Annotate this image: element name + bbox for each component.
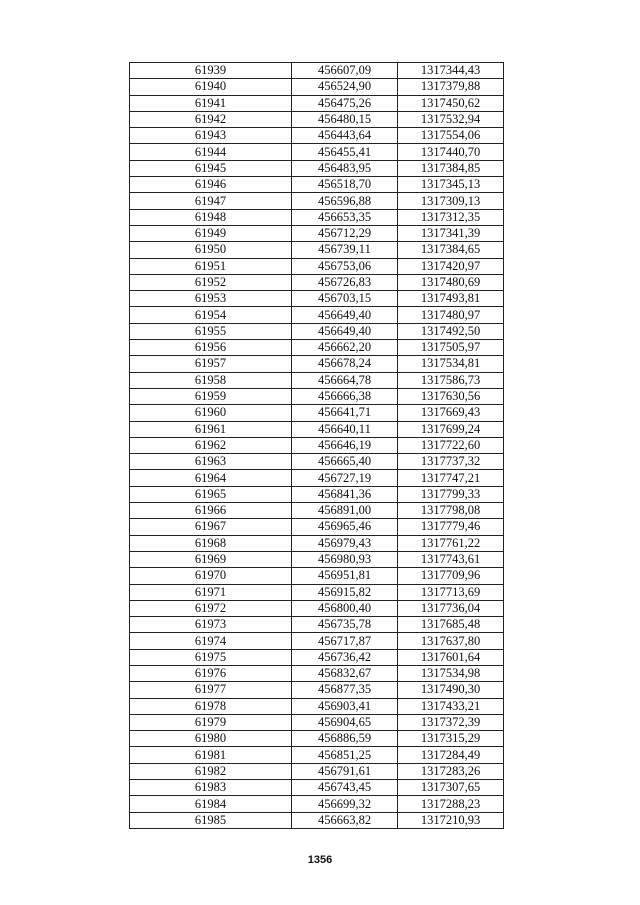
x-coordinate-cell: 456736,42 <box>292 649 398 665</box>
table-row <box>130 665 504 681</box>
y-coordinate-cell: 1317630,56 <box>398 388 504 404</box>
table-row <box>130 812 504 828</box>
y-coordinate-cell: 1317743,61 <box>398 551 504 567</box>
point-number-cell: 61971 <box>130 584 292 600</box>
table-row <box>130 79 504 95</box>
y-coordinate-cell: 1317601,64 <box>398 649 504 665</box>
point-number-cell: 61952 <box>130 274 292 290</box>
x-coordinate-cell: 456712,29 <box>292 225 398 241</box>
point-number-cell: 61951 <box>130 258 292 274</box>
x-coordinate-cell: 456979,43 <box>292 535 398 551</box>
y-coordinate-cell: 1317372,39 <box>398 714 504 730</box>
point-number-cell: 61972 <box>130 600 292 616</box>
x-coordinate-cell: 456699,32 <box>292 796 398 812</box>
y-coordinate-cell: 1317713,69 <box>398 584 504 600</box>
point-number-cell: 61978 <box>130 698 292 714</box>
point-number-cell: 61942 <box>130 111 292 127</box>
y-coordinate-cell: 1317283,26 <box>398 763 504 779</box>
y-coordinate-cell: 1317532,94 <box>398 111 504 127</box>
y-coordinate-cell: 1317534,81 <box>398 356 504 372</box>
x-coordinate-cell: 456649,40 <box>292 323 398 339</box>
point-number-cell: 61959 <box>130 388 292 404</box>
x-coordinate-cell: 456726,83 <box>292 274 398 290</box>
point-number-cell: 61955 <box>130 323 292 339</box>
table-row <box>130 242 504 258</box>
point-number-cell: 61941 <box>130 95 292 111</box>
x-coordinate-cell: 456666,38 <box>292 388 398 404</box>
table-row <box>130 291 504 307</box>
x-coordinate-cell: 456800,40 <box>292 600 398 616</box>
point-number-cell: 61982 <box>130 763 292 779</box>
table-row <box>130 617 504 633</box>
table-row <box>130 160 504 176</box>
y-coordinate-cell: 1317384,85 <box>398 160 504 176</box>
x-coordinate-cell: 456980,93 <box>292 551 398 567</box>
x-coordinate-cell: 456891,00 <box>292 503 398 519</box>
point-number-cell: 61948 <box>130 209 292 225</box>
table-row <box>130 388 504 404</box>
y-coordinate-cell: 1317761,22 <box>398 535 504 551</box>
table-row <box>130 372 504 388</box>
x-coordinate-cell: 456649,40 <box>292 307 398 323</box>
x-coordinate-cell: 456678,24 <box>292 356 398 372</box>
x-coordinate-cell: 456480,15 <box>292 111 398 127</box>
table-row <box>130 405 504 421</box>
y-coordinate-cell: 1317685,48 <box>398 617 504 633</box>
point-number-cell: 61943 <box>130 128 292 144</box>
table-row <box>130 633 504 649</box>
y-coordinate-cell: 1317637,80 <box>398 633 504 649</box>
y-coordinate-cell: 1317312,35 <box>398 209 504 225</box>
point-number-cell: 61949 <box>130 225 292 241</box>
table-row <box>130 486 504 502</box>
table-row <box>130 128 504 144</box>
x-coordinate-cell: 456832,67 <box>292 665 398 681</box>
page-number: 1356 <box>307 854 333 866</box>
table-row <box>130 193 504 209</box>
x-coordinate-cell: 456518,70 <box>292 177 398 193</box>
point-number-cell: 61968 <box>130 535 292 551</box>
point-number-cell: 61963 <box>130 454 292 470</box>
point-number-cell: 61956 <box>130 340 292 356</box>
table-row <box>130 356 504 372</box>
table-row <box>130 437 504 453</box>
point-number-cell: 61966 <box>130 503 292 519</box>
x-coordinate-cell: 456475,26 <box>292 95 398 111</box>
table-row <box>130 649 504 665</box>
y-coordinate-cell: 1317747,21 <box>398 470 504 486</box>
x-coordinate-cell: 456641,71 <box>292 405 398 421</box>
y-coordinate-cell: 1317450,62 <box>398 95 504 111</box>
point-number-cell: 61945 <box>130 160 292 176</box>
coordinates-table-body <box>130 63 504 829</box>
point-number-cell: 61981 <box>130 747 292 763</box>
y-coordinate-cell: 1317384,65 <box>398 242 504 258</box>
table-row <box>130 95 504 111</box>
y-coordinate-cell: 1317341,39 <box>398 225 504 241</box>
y-coordinate-cell: 1317288,23 <box>398 796 504 812</box>
table-row <box>130 731 504 747</box>
table-row <box>130 535 504 551</box>
point-number-cell: 61944 <box>130 144 292 160</box>
table-row <box>130 454 504 470</box>
point-number-cell: 61983 <box>130 780 292 796</box>
x-coordinate-cell: 456841,36 <box>292 486 398 502</box>
table-row <box>130 274 504 290</box>
y-coordinate-cell: 1317307,65 <box>398 780 504 796</box>
point-number-cell: 61984 <box>130 796 292 812</box>
y-coordinate-cell: 1317493,81 <box>398 291 504 307</box>
point-number-cell: 61947 <box>130 193 292 209</box>
y-coordinate-cell: 1317490,30 <box>398 682 504 698</box>
table-row <box>130 584 504 600</box>
point-number-cell: 61980 <box>130 731 292 747</box>
table-row <box>130 568 504 584</box>
x-coordinate-cell: 456663,82 <box>292 812 398 828</box>
point-number-cell: 61973 <box>130 617 292 633</box>
x-coordinate-cell: 456717,87 <box>292 633 398 649</box>
y-coordinate-cell: 1317586,73 <box>398 372 504 388</box>
x-coordinate-cell: 456851,25 <box>292 747 398 763</box>
x-coordinate-cell: 456915,82 <box>292 584 398 600</box>
y-coordinate-cell: 1317480,97 <box>398 307 504 323</box>
y-coordinate-cell: 1317492,50 <box>398 323 504 339</box>
x-coordinate-cell: 456665,40 <box>292 454 398 470</box>
x-coordinate-cell: 456455,41 <box>292 144 398 160</box>
table-row <box>130 682 504 698</box>
table-row <box>130 551 504 567</box>
point-number-cell: 61974 <box>130 633 292 649</box>
coordinates-table <box>129 62 504 829</box>
table-row <box>130 144 504 160</box>
y-coordinate-cell: 1317799,33 <box>398 486 504 502</box>
point-number-cell: 61964 <box>130 470 292 486</box>
table-row <box>130 177 504 193</box>
point-number-cell: 61977 <box>130 682 292 698</box>
x-coordinate-cell: 456951,81 <box>292 568 398 584</box>
x-coordinate-cell: 456664,78 <box>292 372 398 388</box>
table-row <box>130 780 504 796</box>
x-coordinate-cell: 456662,20 <box>292 340 398 356</box>
point-number-cell: 61946 <box>130 177 292 193</box>
point-number-cell: 61969 <box>130 551 292 567</box>
x-coordinate-cell: 456753,06 <box>292 258 398 274</box>
point-number-cell: 61961 <box>130 421 292 437</box>
point-number-cell: 61954 <box>130 307 292 323</box>
y-coordinate-cell: 1317669,43 <box>398 405 504 421</box>
x-coordinate-cell: 456640,11 <box>292 421 398 437</box>
x-coordinate-cell: 456727,19 <box>292 470 398 486</box>
point-number-cell: 61940 <box>130 79 292 95</box>
point-number-cell: 61965 <box>130 486 292 502</box>
y-coordinate-cell: 1317505,97 <box>398 340 504 356</box>
y-coordinate-cell: 1317737,32 <box>398 454 504 470</box>
y-coordinate-cell: 1317440,70 <box>398 144 504 160</box>
table-row <box>130 796 504 812</box>
y-coordinate-cell: 1317420,97 <box>398 258 504 274</box>
point-number-cell: 61953 <box>130 291 292 307</box>
y-coordinate-cell: 1317344,43 <box>398 63 504 79</box>
x-coordinate-cell: 456653,35 <box>292 209 398 225</box>
x-coordinate-cell: 456965,46 <box>292 519 398 535</box>
y-coordinate-cell: 1317699,24 <box>398 421 504 437</box>
x-coordinate-cell: 456596,88 <box>292 193 398 209</box>
y-coordinate-cell: 1317709,96 <box>398 568 504 584</box>
y-coordinate-cell: 1317309,13 <box>398 193 504 209</box>
y-coordinate-cell: 1317779,46 <box>398 519 504 535</box>
point-number-cell: 61985 <box>130 812 292 828</box>
table-row <box>130 600 504 616</box>
point-number-cell: 61962 <box>130 437 292 453</box>
table-row <box>130 340 504 356</box>
y-coordinate-cell: 1317534,98 <box>398 665 504 681</box>
x-coordinate-cell: 456877,35 <box>292 682 398 698</box>
y-coordinate-cell: 1317798,08 <box>398 503 504 519</box>
x-coordinate-cell: 456524,90 <box>292 79 398 95</box>
y-coordinate-cell: 1317722,60 <box>398 437 504 453</box>
table-row <box>130 258 504 274</box>
x-coordinate-cell: 456739,11 <box>292 242 398 258</box>
table-row <box>130 209 504 225</box>
table-row <box>130 421 504 437</box>
table-row <box>130 519 504 535</box>
x-coordinate-cell: 456483,95 <box>292 160 398 176</box>
table-row <box>130 470 504 486</box>
table-row <box>130 63 504 79</box>
table-row <box>130 763 504 779</box>
y-coordinate-cell: 1317315,29 <box>398 731 504 747</box>
y-coordinate-cell: 1317554,06 <box>398 128 504 144</box>
point-number-cell: 61967 <box>130 519 292 535</box>
x-coordinate-cell: 456646,19 <box>292 437 398 453</box>
point-number-cell: 61960 <box>130 405 292 421</box>
table-row <box>130 323 504 339</box>
table-row <box>130 698 504 714</box>
y-coordinate-cell: 1317210,93 <box>398 812 504 828</box>
x-coordinate-cell: 456735,78 <box>292 617 398 633</box>
y-coordinate-cell: 1317379,88 <box>398 79 504 95</box>
point-number-cell: 61939 <box>130 63 292 79</box>
x-coordinate-cell: 456886,59 <box>292 731 398 747</box>
table-row <box>130 714 504 730</box>
x-coordinate-cell: 456904,65 <box>292 714 398 730</box>
table-row <box>130 747 504 763</box>
y-coordinate-cell: 1317736,04 <box>398 600 504 616</box>
table-row <box>130 111 504 127</box>
point-number-cell: 61957 <box>130 356 292 372</box>
x-coordinate-cell: 456903,41 <box>292 698 398 714</box>
point-number-cell: 61976 <box>130 665 292 681</box>
point-number-cell: 61979 <box>130 714 292 730</box>
point-number-cell: 61958 <box>130 372 292 388</box>
x-coordinate-cell: 456607,09 <box>292 63 398 79</box>
table-row <box>130 225 504 241</box>
point-number-cell: 61970 <box>130 568 292 584</box>
point-number-cell: 61950 <box>130 242 292 258</box>
x-coordinate-cell: 456443,64 <box>292 128 398 144</box>
y-coordinate-cell: 1317433,21 <box>398 698 504 714</box>
table-row <box>130 307 504 323</box>
point-number-cell: 61975 <box>130 649 292 665</box>
x-coordinate-cell: 456743,45 <box>292 780 398 796</box>
y-coordinate-cell: 1317345,13 <box>398 177 504 193</box>
x-coordinate-cell: 456703,15 <box>292 291 398 307</box>
x-coordinate-cell: 456791,61 <box>292 763 398 779</box>
y-coordinate-cell: 1317284,49 <box>398 747 504 763</box>
table-row <box>130 503 504 519</box>
y-coordinate-cell: 1317480,69 <box>398 274 504 290</box>
